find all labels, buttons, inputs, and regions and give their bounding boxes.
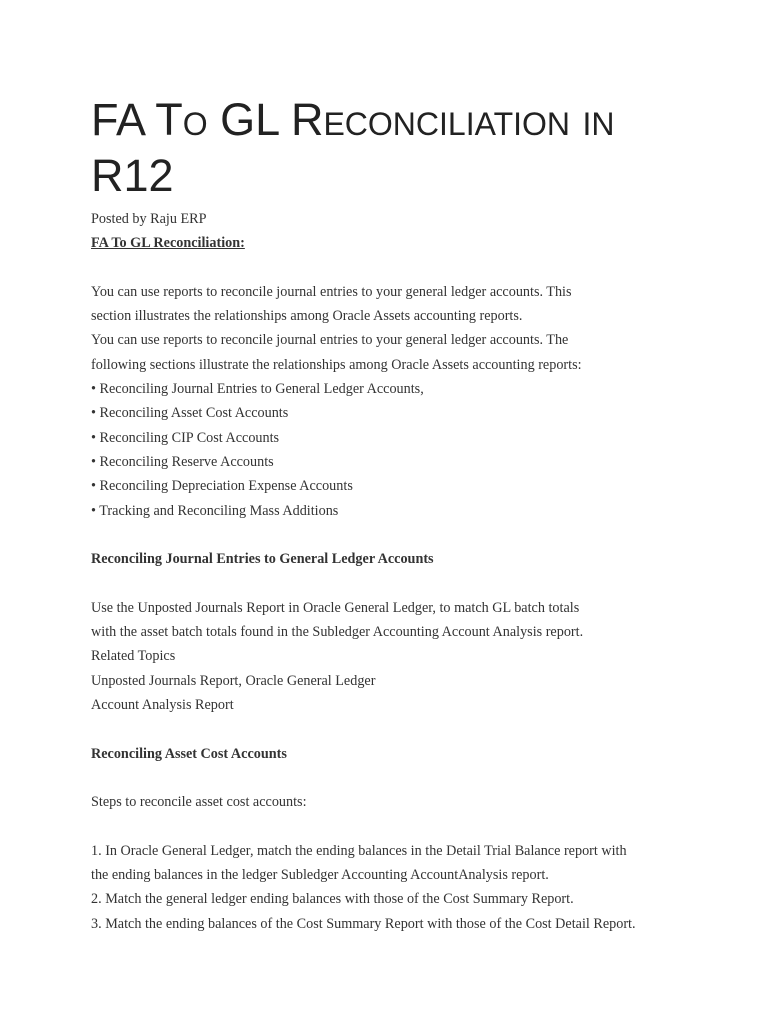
- spacer: [91, 717, 691, 741]
- bullet-item: • Reconciling Depreciation Expense Accounts: [91, 478, 353, 495]
- section1-line: Account Analysis Report: [91, 696, 234, 713]
- section1-line: Use the Unposted Journals Report in Oracle General Ledger, to match GL batch totals: [91, 599, 580, 616]
- intro-line: section illustrates the relationships among Oracle Assets accounting reports.: [91, 308, 523, 325]
- section2-intro: Steps to reconcile asset cost accounts:: [91, 794, 307, 811]
- section-heading-main: FA To GL Reconciliation:: [91, 235, 245, 252]
- section1-line: Unposted Journals Report, Oracle General Ledger: [91, 672, 376, 689]
- bullet-item: • Reconciling Journal Entries to General Ledger Accounts,: [91, 381, 424, 398]
- intro-line: You can use reports to reconcile journal entries to your general ledger accounts. The: [91, 332, 569, 349]
- bullet-item: • Reconciling Asset Cost Accounts: [91, 405, 289, 422]
- bullet-item: • Tracking and Reconciling Mass Additions: [91, 502, 339, 519]
- bullet-item: • Reconciling CIP Cost Accounts: [91, 429, 280, 446]
- section1-line: with the asset batch totals found in the Subledger Accounting Account Analysis report.: [91, 624, 584, 641]
- page-title: FA To GL Reconciliation in R12: [91, 94, 615, 201]
- byline: Posted by Raju ERP: [91, 211, 207, 227]
- document-body: [91, 207, 691, 936]
- spacer: [91, 523, 691, 547]
- section2-step: 3. Match the ending balances of the Cost Summary Report with those of the Cost Detail Report.: [91, 915, 636, 932]
- intro-line: following sections illustrate the relationships among Oracle Assets accounting reports:: [91, 356, 582, 373]
- section2-heading: Reconciling Asset Cost Accounts: [91, 745, 287, 762]
- section2-step: 1. In Oracle General Ledger, match the ending balances in the Detail Trial Balance report with: [91, 842, 627, 859]
- section2-step: the ending balances in the ledger Subledger Accounting AccountAnalysis report.: [91, 867, 549, 884]
- section1-line: Related Topics: [91, 648, 176, 665]
- spacer: [91, 571, 691, 595]
- spacer: [91, 256, 691, 280]
- spacer: [91, 766, 691, 790]
- intro-line: You can use reports to reconcile journal entries to your general ledger accounts. This: [91, 283, 572, 300]
- section2-step: 2. Match the general ledger ending balances with those of the Cost Summary Report.: [91, 891, 574, 908]
- section1-heading: Reconciling Journal Entries to General Ledger Accounts: [91, 551, 434, 568]
- spacer: [91, 814, 691, 838]
- bullet-item: • Reconciling Reserve Accounts: [91, 453, 274, 470]
